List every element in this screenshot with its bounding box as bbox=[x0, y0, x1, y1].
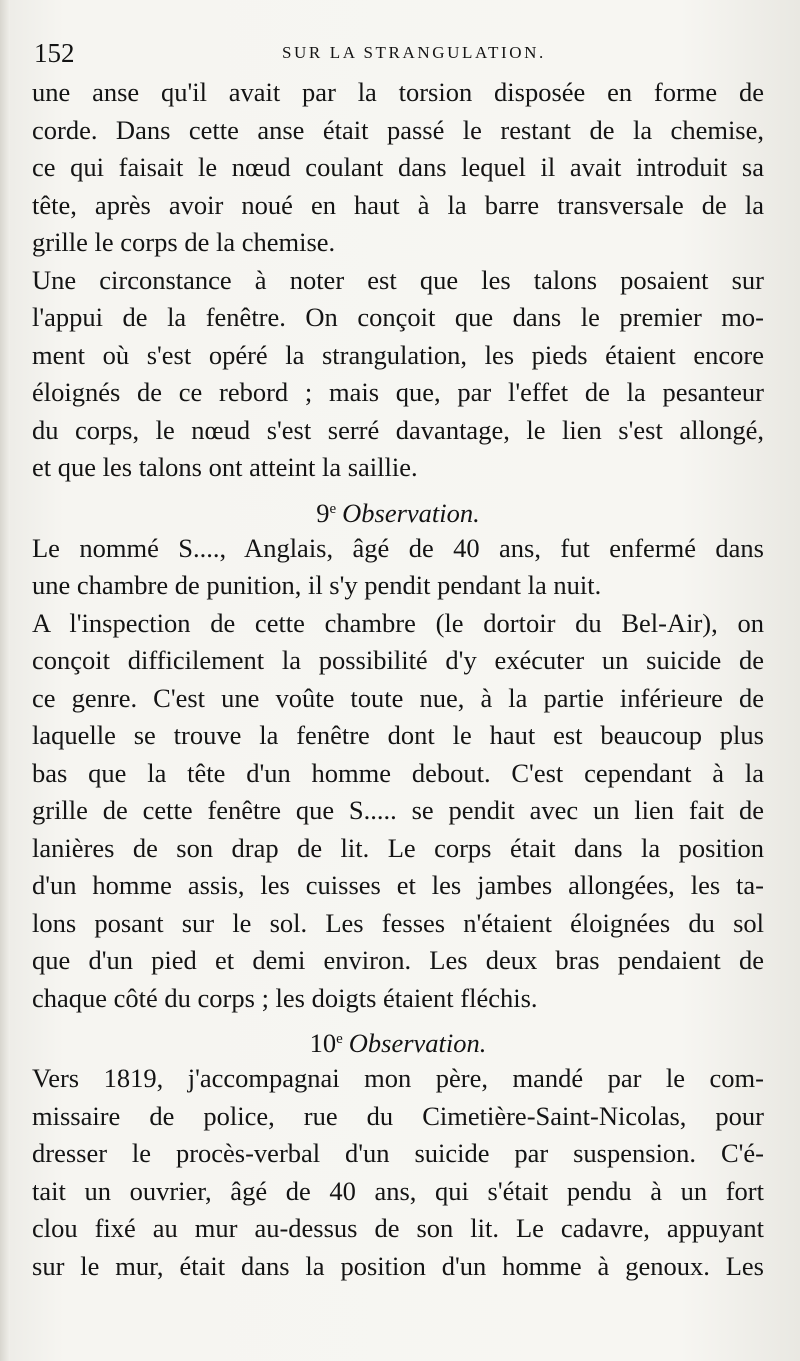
text-line: chaque côté du corps ; les doigts étaient fléchis. bbox=[32, 982, 538, 1013]
text-line: éloignés de ce rebord ; mais que, par l'effet de la pesanteur bbox=[32, 377, 764, 407]
text-line: missaire de police, rue du Cimetière-Saint-Nicolas, pour bbox=[32, 1100, 764, 1131]
heading-superscript: e bbox=[336, 1031, 343, 1047]
text-line: corde. Dans cette anse était passé le restant de la chemise, bbox=[32, 114, 764, 145]
page-gutter-shadow bbox=[0, 0, 10, 1361]
heading-number: 10 bbox=[309, 1028, 337, 1058]
text-line: ce genre. C'est une voûte toute nue, à la partie inférieure de bbox=[32, 682, 764, 713]
text-line: tait un ouvrier, âgé de 40 ans, qui s'était pendu à un fort bbox=[32, 1175, 764, 1206]
text-line: une chambre de punition, il s'y pendit pendant la nuit. bbox=[32, 570, 602, 600]
heading-word: Observation. bbox=[342, 497, 480, 528]
paragraph-4 bbox=[32, 605, 764, 1018]
paragraph-1 bbox=[32, 74, 764, 262]
text-line: dresser le procès-verbal d'un suicide par suspension. C'é- bbox=[32, 1138, 764, 1168]
text-line: tête, après avoir noué en haut à la barre transversale de la bbox=[32, 189, 764, 220]
page-number: 152 bbox=[34, 38, 75, 68]
text-line: grille de cette fenêtre que S..... se pendit avec un lien fait de bbox=[32, 795, 764, 825]
text-line: une anse qu'il avait par la torsion disposée en forme de bbox=[32, 77, 764, 107]
text-line: bas que la tête d'un homme debout. C'est cependant à la bbox=[32, 757, 764, 788]
text-line: Le nommé S...., Anglais, âgé de 40 ans, fut enfermé dans bbox=[32, 532, 764, 563]
text-line: grille le corps de la chemise. bbox=[32, 227, 336, 257]
text-line: du corps, le nœud s'est serré davantage, le lien s'est allongé, bbox=[32, 414, 764, 445]
paragraph-3 bbox=[32, 530, 764, 605]
text-line: conçoit difficilement la possibilité d'y exécuter un suicide de bbox=[32, 645, 764, 675]
heading-number: 9 bbox=[316, 497, 330, 528]
text-line: Une circonstance à noter est que les talons posaient sur bbox=[32, 264, 764, 295]
heading-word: Observation. bbox=[348, 1028, 487, 1058]
paragraph-5 bbox=[32, 1060, 764, 1285]
text-line: Vers 1819, j'accompagnai mon père, mandé par le com- bbox=[32, 1063, 764, 1093]
page-header bbox=[34, 38, 764, 68]
text-line: lons posant sur le sol. Les fesses n'étaient éloignées du sol bbox=[32, 907, 764, 938]
text-line: d'un homme assis, les cuisses et les jambes allongées, les ta- bbox=[32, 870, 764, 900]
text-line: ment où s'est opéré la strangulation, les pieds étaient encore bbox=[32, 339, 764, 370]
paragraph-2 bbox=[32, 262, 764, 487]
body-text bbox=[32, 74, 764, 1285]
text-line: et que les talons ont atteint la saillie. bbox=[32, 452, 418, 482]
text-line: l'appui de la fenêtre. On conçoit que dans le premier mo- bbox=[32, 302, 764, 332]
text-line: laquelle se trouve la fenêtre dont le haut est beaucoup plus bbox=[32, 720, 764, 750]
text-line: A l'inspection de cette chambre (le dortoir du Bel-Air), on bbox=[32, 607, 764, 638]
text-line: sur le mur, était dans la position d'un homme à genoux. Les bbox=[32, 1250, 764, 1281]
section-heading-9 bbox=[32, 490, 764, 528]
text-line: ce qui faisait le nœud coulant dans lequel il avait introduit sa bbox=[32, 152, 764, 182]
text-line: que d'un pied et demi environ. Les deux bras pendaient de bbox=[32, 945, 764, 975]
heading-superscript: e bbox=[329, 500, 337, 517]
text-line: clou fixé au mur au-dessus de son lit. Le cadavre, appuyant bbox=[32, 1213, 764, 1243]
text-line: lanières de son drap de lit. Le corps était dans la position bbox=[32, 832, 764, 863]
section-heading-10 bbox=[32, 1020, 764, 1058]
running-title: SUR LA STRANGULATION. bbox=[282, 43, 546, 62]
